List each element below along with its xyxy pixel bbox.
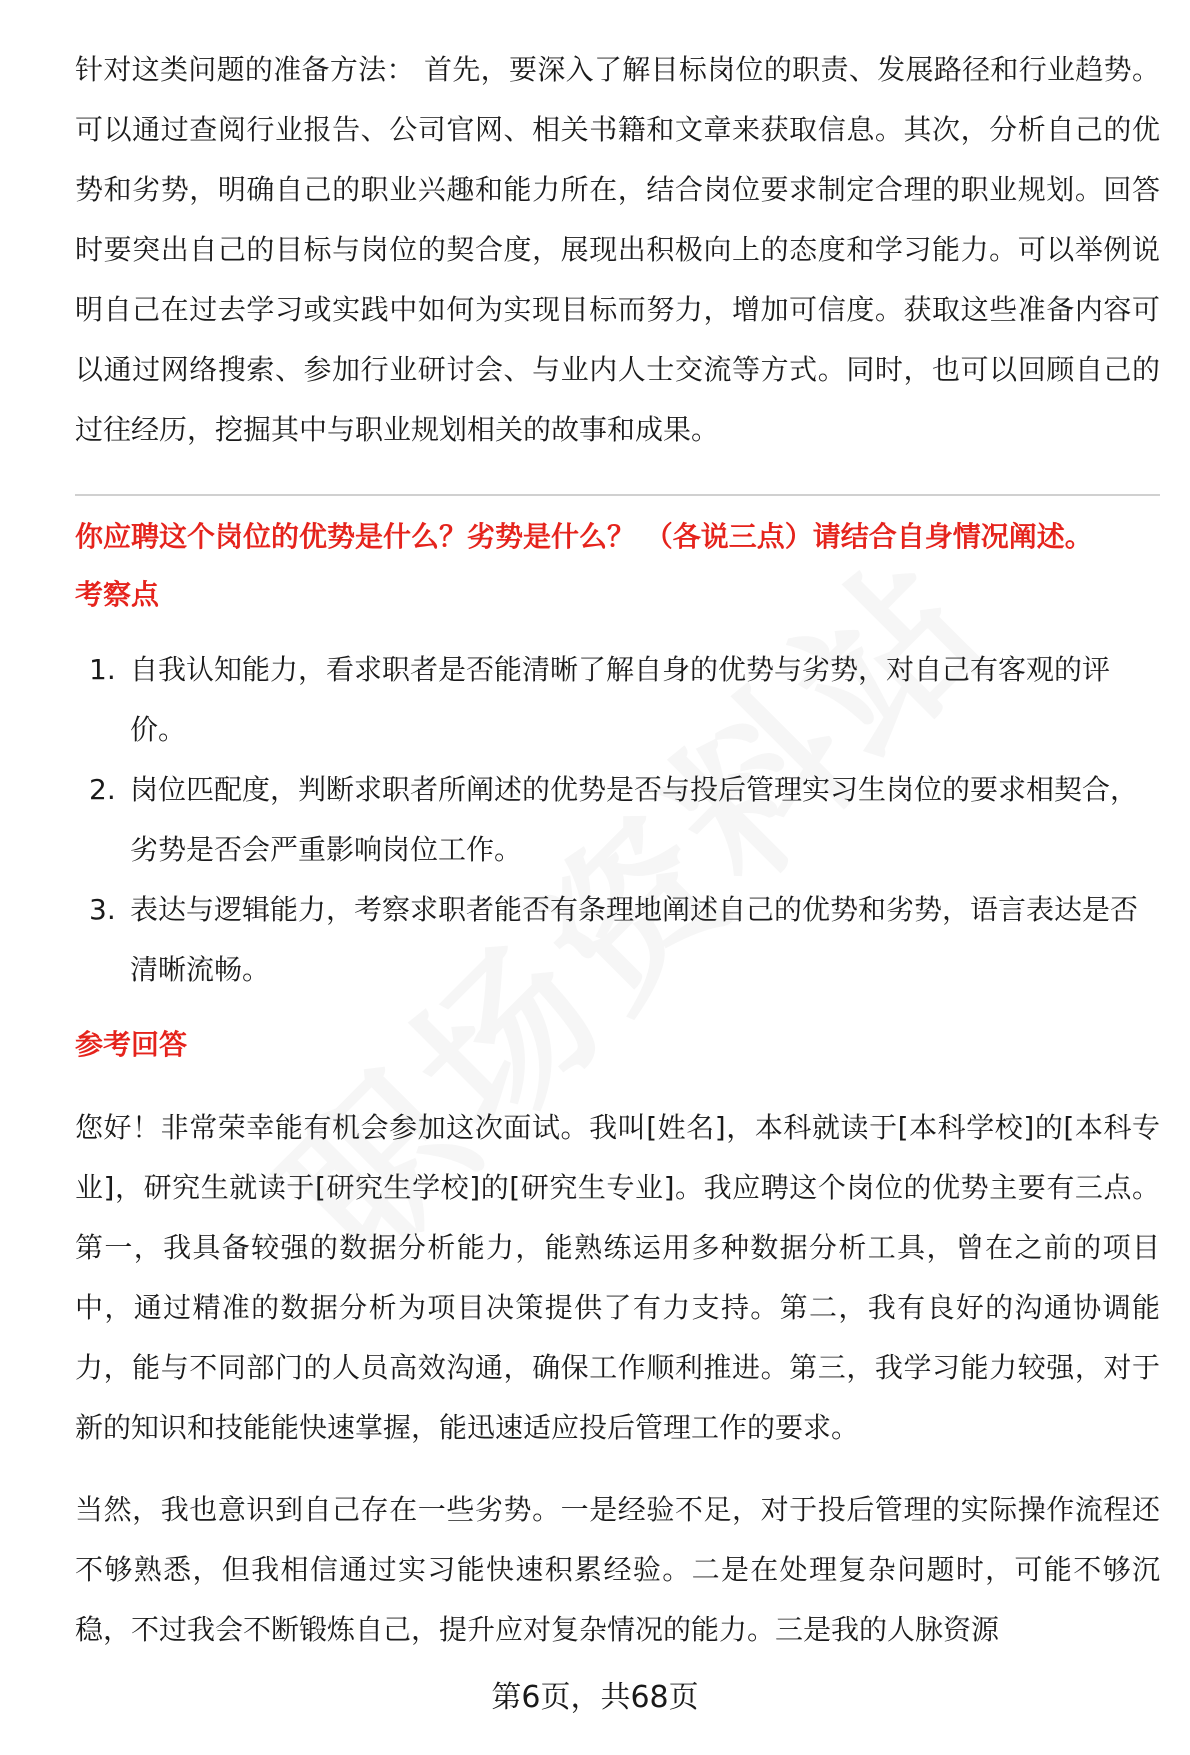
assessment-point: [75, 760, 1160, 880]
point-number: 2.: [89, 773, 116, 806]
point-text: 自我认知能力，看求职者是否能清晰了解自身的优势与劣势，对自己有客观的评价。: [130, 653, 1111, 746]
point-number: 3.: [89, 893, 116, 926]
point-text: 表达与逻辑能力，考察求职者能否有条理地阐述自己的优势和劣势，语言表达是否清晰流畅。: [130, 893, 1139, 986]
assessment-point: [75, 640, 1160, 760]
point-text: 岗位匹配度，判断求职者所阐述的优势是否与投后管理实习生岗位的要求相契合，劣势是否会严重影响岗位工作。: [130, 773, 1139, 866]
question-heading: 你应聘这个岗位的优势是什么？劣势是什么？ （各说三点）请结合自身情况阐述。: [75, 520, 1093, 553]
point-number: 1.: [89, 653, 116, 686]
intro-paragraph: 针对这类问题的准备方法： 首先，要深入了解目标岗位的职责、发展路径和行业趋势。可以通过查阅行业报告、公司官网、相关书籍和文章来获取信息。其次，分析自己的优势和劣势，明确自己的职业兴趣和能力所在，结合岗位要求制定合理的职业规划。回答时要突出自己的目标与岗位的契合度，展现出积极向上的态度和学习能力。可以举例说明自己在过去学习或实践中如何为实现目标而努力，增加可信度。获取这些准备内容可以通过网络搜索、参加行业研讨会、与业内人士交流等方式。同时，也可以回顾自己的过往经历，挖掘其中与职业规划相关的故事和成果。: [75, 53, 1160, 446]
section-divider: [75, 494, 1160, 496]
answer-paragraph-1: 您好！非常荣幸能有机会参加这次面试。我叫[姓名]，本科就读于[本科学校]的[本科专业]，研究生就读于[研究生学校]的[研究生专业]。我应聘这个岗位的优势主要有三点。第一，我具备较强的数据分析能力，能熟练运用多种数据分析工具，曾在之前的项目中，通过精准的数据分析为项目决策提供了有力支持。第二，我有良好的沟通协调能力，能与不同部门的人员高效沟通，确保工作顺利推进。第三，我学习能力较强，对于新的知识和技能能快速掌握，能迅速适应投后管理工作的要求。: [75, 1111, 1160, 1444]
document-page: [75, 40, 1160, 1660]
assessment-points-list: [75, 640, 1160, 1000]
answer-paragraph-2: 当然，我也意识到自己存在一些劣势。一是经验不足，对于投后管理的实际操作流程还不够熟悉，但我相信通过实习能快速积累经验。二是在处理复杂问题时，可能不够沉稳，不过我会不断锻炼自己，提升应对复杂情况的能力。三是我的人脉资源: [75, 1493, 1160, 1646]
answer-title: 参考回答: [75, 1028, 188, 1061]
assessment-title: 考察点: [75, 578, 160, 611]
page-footer: 第6页，共68页: [491, 1680, 699, 1715]
assessment-point: [75, 880, 1160, 1000]
